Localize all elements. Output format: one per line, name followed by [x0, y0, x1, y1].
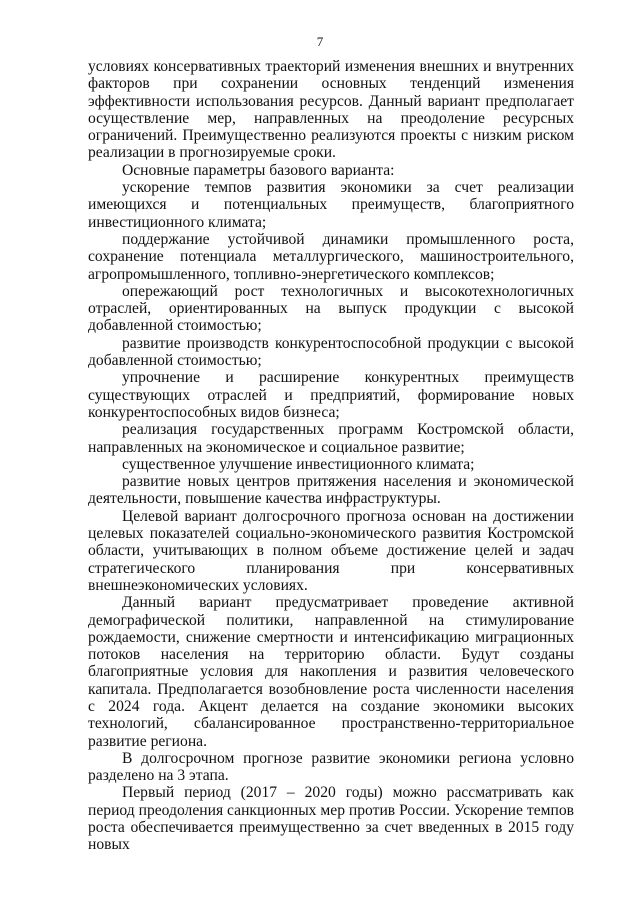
list-item-economic-acceleration: ускорение темпов развития экономики за счет реализации имеющихся и потенциальных преимуществ, благоприятного инвестиционного климата; [88, 179, 574, 231]
list-item-competitive-advantages: упрочнение и расширение конкурентных преимуществ существующих отраслей и предприятий, формирование новых конкурентоспособных видов бизнеса; [88, 369, 574, 421]
paragraph-three-stages: В долгосрочном прогнозе развитие экономики региона условно разделено на 3 этапа. [88, 749, 574, 785]
document-body [88, 58, 574, 854]
paragraph-intro-continuation: условиях консервативных траекторий изменения внешних и внутренних факторов при сохранении основных тенденций изменения эффективности использования ресурсов. Данный вариант предполагает осуществление мер, направленных на преодоление ресурсных ограничений. Преимущественно реализуются проекты с низким риском реализации в прогнозируемые сроки. [88, 58, 574, 162]
page-number: 7 [316, 34, 324, 49]
paragraph-demographic-policy: Данный вариант предусматривает проведение активной демографической политики, направленной на стимулирование рождаемости, снижение смертности и интенсификацию миграционных потоков населения на территорию области. Будут созданы благоприятные условия для накопления и развития человеческого капитала. Предполагается возобновление роста численности населения с 2024 года. Акцент делается на создание экономики высоких технологий, сбалансированное пространственно-территориальное развитие региона. [88, 594, 574, 750]
paragraph-base-parameters-heading: Основные параметры базового варианта: [122, 161, 395, 179]
list-item-industrial-growth: поддержание устойчивой динамики промышленного роста, сохранение потенциала металлургического, машиностроительного, агропромышленного, топливно-энергетического комплексов; [88, 230, 574, 283]
list-item-hightech-sectors: опережающий рост технологичных и высокотехнологичных отраслей, ориентированных на выпуск продукции с высокой добавленной стоимостью; [88, 282, 574, 335]
list-item-state-programs: реализация государственных программ Костромской области, направленных на экономическое и социальное развитие; [88, 421, 574, 456]
paragraph-first-period: Первый период (2017 – 2020 годы) можно рассматривать как период преодоления санкционных мер против России. Ускорение темпов роста обеспечивается преимущественно за счет введенных в 2015 году новых [88, 784, 574, 854]
list-item-competitive-production: развитие производств конкурентоспособной продукции с высокой добавленной стоимостью; [88, 334, 574, 370]
list-item-new-centers: развитие новых центров притяжения населения и экономической деятельности, повышение качества инфраструктуры. [88, 473, 574, 508]
paragraph-target-variant: Целевой вариант долгосрочного прогноза основан на достижении целевых показателей социально-экономического развития Костромской области, учитывающих в полном объеме достижение целей и задач стратегического планирования при консервативных внешнеэкономических условиях. [88, 507, 574, 594]
list-item-investment-climate: существенное улучшение инвестиционного климата; [122, 455, 475, 473]
